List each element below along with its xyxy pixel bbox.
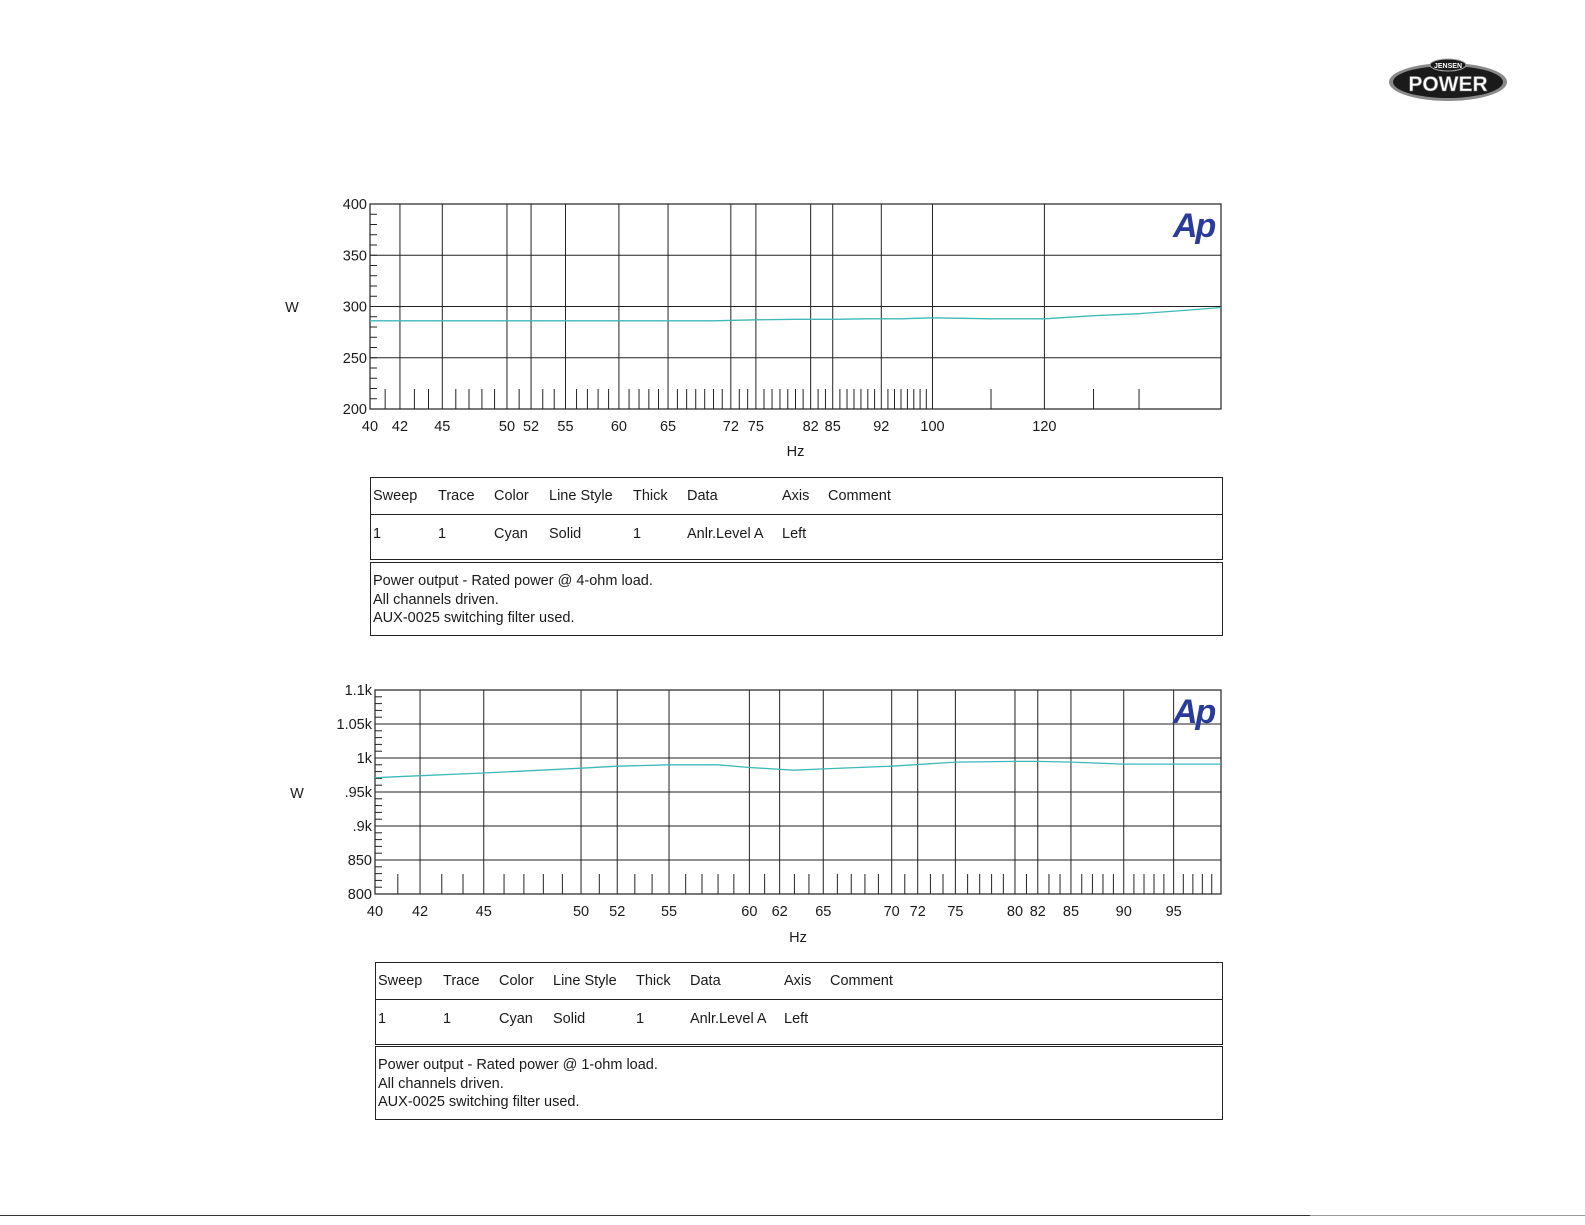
x-tick-label: 72 [722, 419, 739, 435]
x-tick-label: 75 [747, 419, 764, 435]
y-axis-label: W [285, 300, 299, 316]
col-trace: Trace [443, 973, 480, 989]
col-data: Data [687, 488, 718, 504]
col-axis: Axis [782, 488, 810, 504]
power-chart-4ohm [0, 190, 1585, 470]
x-tick-label: 72 [909, 904, 926, 920]
col-data: Data [690, 973, 721, 989]
x-tick-label: 65 [659, 419, 677, 435]
col-trace: Trace [438, 488, 475, 504]
y-tick-label: 800 [347, 887, 372, 903]
series-line [370, 308, 1221, 321]
x-axis-label: Hz [789, 930, 807, 946]
cell-sweep: 1 [378, 1011, 387, 1027]
y-tick-label: .9k [352, 819, 372, 835]
x-tick-label: 80 [1006, 904, 1024, 920]
y-axis-label: W [290, 786, 304, 802]
x-tick-label: 52 [522, 419, 540, 435]
x-tick-label: 60 [741, 904, 758, 920]
cell-thick: 1 [633, 526, 642, 542]
chart-notes-4ohm [370, 562, 1223, 636]
x-tick-label: 52 [609, 904, 626, 920]
x-tick-label: 92 [873, 419, 890, 435]
power-chart-1ohm [0, 676, 1585, 956]
y-tick-label: 350 [342, 248, 367, 265]
x-tick-label: 42 [411, 904, 429, 920]
cell-line-style: Solid [549, 526, 582, 542]
col-thick: Thick [636, 973, 671, 989]
y-tick-label: 200 [342, 402, 367, 418]
table-row [376, 1000, 1222, 1043]
x-tick-label: 120 [1032, 419, 1057, 435]
cell-axis: Left [782, 526, 807, 542]
note-line: All channels driven. [378, 1075, 504, 1092]
cell-data: Anlr.Level A [687, 526, 764, 542]
col-line-style: Line Style [553, 973, 617, 989]
table-header [371, 478, 1222, 515]
x-tick-label: 45 [475, 904, 492, 920]
x-axis-label: Hz [786, 444, 805, 460]
col-color: Color [494, 488, 529, 504]
y-tick-label: 300 [342, 299, 367, 316]
cell-axis: Left [784, 1011, 809, 1027]
x-tick-label: 55 [660, 904, 678, 920]
chart-notes-1ohm [375, 1046, 1223, 1120]
x-tick-label: 50 [498, 419, 516, 435]
x-tick-label: 40 [366, 904, 384, 920]
ap-watermark: Ap [1173, 207, 1215, 245]
x-tick-label: 75 [947, 904, 964, 920]
x-tick-label: 82 [802, 419, 819, 435]
trace-legend-table-4ohm [370, 477, 1223, 560]
cell-data: Anlr.Level A [690, 1011, 767, 1027]
y-tick-label: 1.05k [336, 717, 372, 733]
trace-legend-table-1ohm [375, 962, 1223, 1045]
col-comment: Comment [830, 973, 893, 989]
x-tick-label: 65 [815, 904, 832, 920]
y-tick-label: 400 [342, 197, 367, 213]
logo-top-text: JENSEN [1433, 63, 1463, 70]
y-tick-label: 250 [342, 350, 367, 367]
col-axis: Axis [784, 973, 812, 989]
x-tick-label: 50 [572, 904, 590, 920]
cell-thick: 1 [636, 1011, 645, 1027]
y-tick-label: 850 [347, 853, 372, 869]
col-thick: Thick [633, 488, 668, 504]
cell-line-style: Solid [553, 1011, 586, 1027]
x-tick-label: 100 [920, 419, 945, 435]
col-sweep: Sweep [378, 973, 423, 989]
table-header [376, 963, 1222, 1000]
cell-color: Cyan [494, 526, 528, 542]
table-row [371, 515, 1222, 558]
col-line-style: Line Style [549, 488, 613, 504]
x-tick-label: 60 [610, 419, 627, 435]
cell-sweep: 1 [373, 526, 382, 542]
x-tick-label: 85 [824, 419, 841, 435]
col-sweep: Sweep [373, 488, 418, 504]
note-line: AUX-0025 switching filter used. [378, 1094, 580, 1110]
cell-color: Cyan [499, 1011, 533, 1027]
note-line: Power output - Rated power @ 1-ohm load. [378, 1057, 658, 1073]
x-tick-label: 42 [391, 419, 409, 435]
jensen-power-logo [1388, 57, 1508, 103]
note-line: Power output - Rated power @ 4-ohm load. [373, 573, 653, 589]
x-tick-label: 45 [434, 419, 451, 435]
x-tick-label: 70 [883, 904, 900, 920]
y-tick-label: 1k [356, 751, 372, 767]
col-color: Color [499, 973, 534, 989]
x-tick-label: 90 [1115, 904, 1132, 920]
note-line: All channels driven. [373, 591, 499, 608]
ap-watermark: Ap [1173, 693, 1215, 731]
x-tick-label: 95 [1165, 904, 1182, 920]
x-tick-label: 40 [361, 419, 379, 435]
x-tick-label: 55 [557, 419, 574, 435]
logo-main-text: POWER [1408, 73, 1488, 96]
x-tick-label: 62 [771, 904, 788, 920]
x-tick-label: 82 [1029, 904, 1046, 920]
series-line [375, 761, 1221, 777]
col-comment: Comment [828, 488, 891, 504]
footer-rule [0, 1215, 1310, 1216]
y-tick-label: .95k [344, 785, 372, 801]
cell-trace: 1 [443, 1011, 452, 1027]
note-line: AUX-0025 switching filter used. [373, 610, 575, 626]
footer-rule-light [1310, 1215, 1585, 1216]
cell-trace: 1 [438, 526, 447, 542]
y-tick-label: 1.1k [344, 683, 372, 699]
x-tick-label: 85 [1062, 904, 1080, 920]
